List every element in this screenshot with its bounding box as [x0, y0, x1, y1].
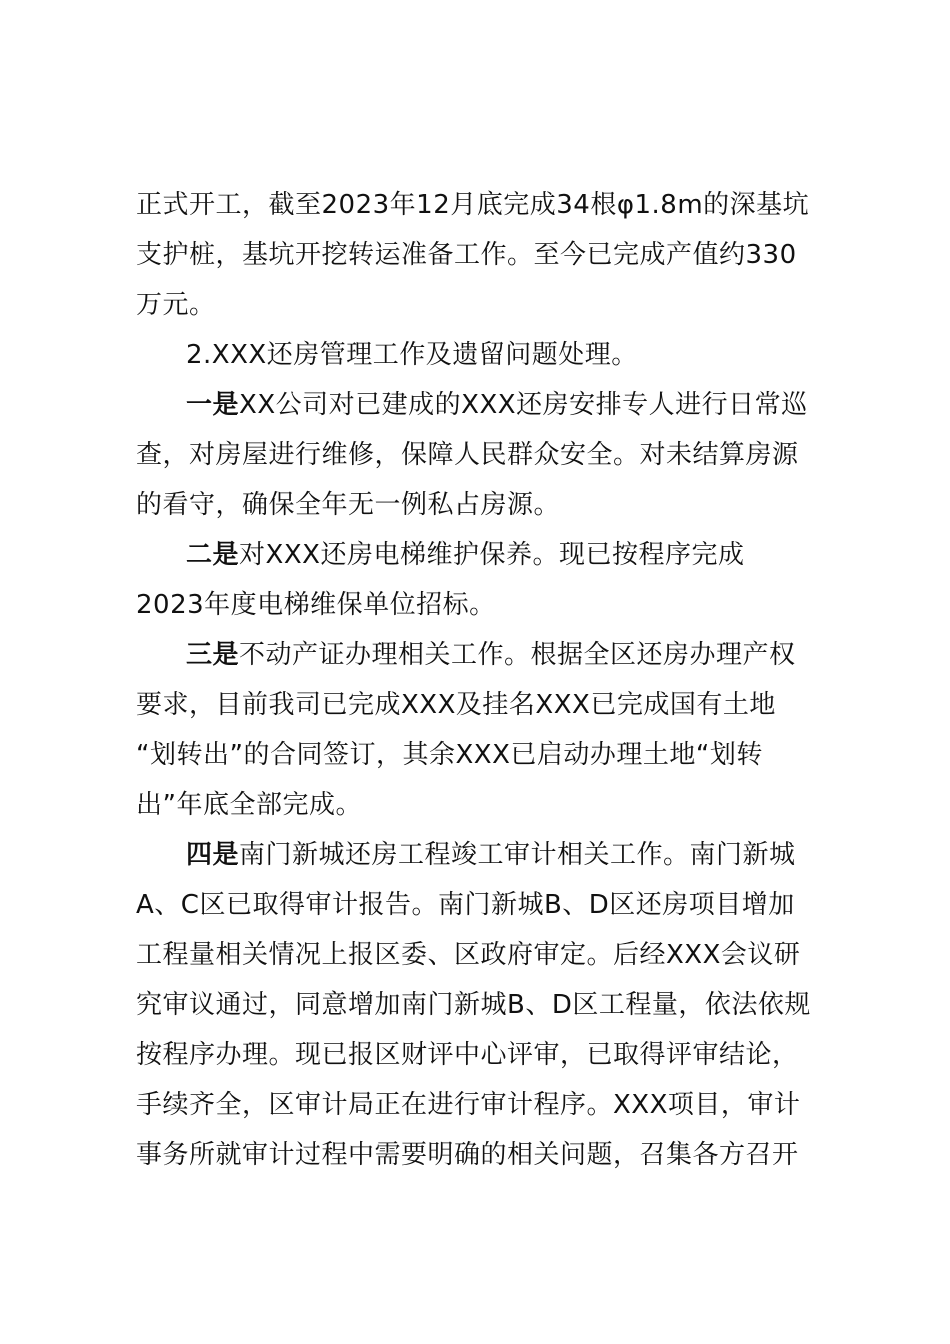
text-line: 查，对房屋进行维修，保障人民群众安全。对未结算房源	[136, 440, 799, 470]
text-line: 要求，目前我司已完成XXX及挂名XXX已完成国有土地	[136, 690, 776, 720]
text-line: 2023年度电梯维保单位招标。	[136, 590, 496, 620]
text-line: 支护桩，基坑开挖转运准备工作。至今已完成产值约330	[136, 240, 797, 270]
text-line: 事务所就审计过程中需要明确的相关问题，召集各方召开	[136, 1140, 799, 1170]
text-line: A、C区已取得审计报告。南门新城B、D区还房项目增加	[136, 890, 795, 920]
paragraph-start: 三是不动产证办理相关工作。根据全区还房办理产权	[186, 640, 796, 670]
lead-label: 二是	[186, 540, 240, 570]
text-line: 万元。	[136, 290, 216, 320]
paragraph-start: 一是XX公司对已建成的XXX还房安排专人进行日常巡	[186, 390, 808, 420]
lead-label: 一是	[186, 390, 240, 420]
text-line: 按程序办理。现已报区财评中心评审，已取得评审结论，	[136, 1040, 799, 1070]
text-line: 工程量相关情况上报区委、区政府审定。后经XXX会议研	[136, 940, 801, 970]
text-line: 究审议通过，同意增加南门新城B、D区工程量，依法依规	[136, 990, 811, 1020]
text-line: 出”年底全部完成。	[136, 790, 362, 820]
section-heading: 2.XXX还房管理工作及遗留问题处理。	[186, 340, 638, 370]
paragraph-start: 二是对XXX还房电梯维护保养。现已按程序完成	[186, 540, 745, 570]
text-line: 的看守，确保全年无一例私占房源。	[136, 490, 561, 520]
text-line: “划转出”的合同签订，其余XXX已启动办理土地“划转	[136, 740, 763, 770]
lead-label: 三是	[186, 640, 240, 670]
text-line: 正式开工，截至2023年12月底完成34根φ1.8m的深基坑	[136, 190, 810, 220]
paragraph-start: 四是南门新城还房工程竣工审计相关工作。南门新城	[186, 840, 796, 870]
lead-label: 四是	[186, 840, 240, 870]
text-line: 手续齐全，区审计局正在进行审计程序。XXX项目，审计	[136, 1090, 801, 1120]
